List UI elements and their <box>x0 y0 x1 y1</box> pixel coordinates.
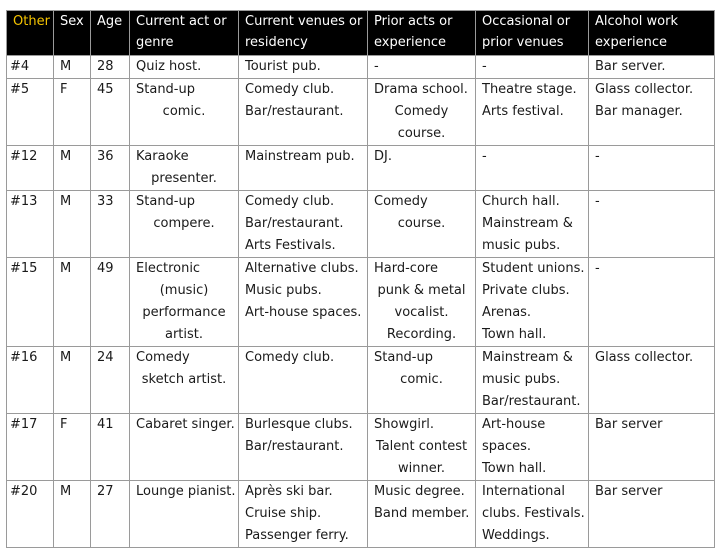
cell-line: Mainstream pub. <box>245 149 355 164</box>
cell-current-act <box>130 414 239 481</box>
cell-sex: F <box>54 414 91 481</box>
cell-line: Student unions. <box>482 261 585 276</box>
table-row <box>7 347 715 414</box>
cell-line: Cruise ship. <box>245 506 322 521</box>
cell-line: Church hall. <box>482 194 560 209</box>
cell-occasional-venues <box>476 79 589 146</box>
cell-line: Private clubs. <box>482 283 570 298</box>
cell-line: Arenas. <box>482 305 532 320</box>
cell-line: Burlesque clubs. <box>245 417 353 432</box>
cell-line: Après ski bar. <box>245 484 333 499</box>
cell-line: Theatre stage. <box>482 82 577 97</box>
cell-line: course. <box>397 216 446 231</box>
cell-line: Arts Festivals. <box>245 238 336 253</box>
cell-line: spaces. <box>482 439 532 454</box>
cell-current-act <box>130 481 239 548</box>
cell-line: Stand-up <box>136 194 195 209</box>
cell-line: Comedy club. <box>245 194 335 209</box>
cell-current-act <box>130 146 239 191</box>
table-row <box>7 56 715 79</box>
cell-occasional-venues <box>476 414 589 481</box>
cell-line: sketch artist. <box>141 372 227 387</box>
cell-prior-acts <box>368 191 476 258</box>
cell-line: course. <box>397 126 446 141</box>
cell-alcohol-work <box>589 56 715 79</box>
cell-current-act <box>130 79 239 146</box>
cell-line: DJ. <box>374 149 392 164</box>
cell-age: 45 <box>91 79 130 146</box>
header-current-venues: Current venues or residency <box>239 11 368 56</box>
cell-line: Bar server <box>595 417 663 432</box>
cell-sex: M <box>54 481 91 548</box>
cell-line: compere. <box>153 216 215 231</box>
cell-current-act <box>130 258 239 347</box>
cell-sex: F <box>54 79 91 146</box>
cell-line: Town hall. <box>482 327 547 342</box>
cell-line: - <box>374 59 379 74</box>
cell-prior-acts <box>368 79 476 146</box>
cell-line: Bar/restaurant. <box>245 104 344 119</box>
cell-line: Passenger ferry. <box>245 528 349 543</box>
cell-occasional-venues <box>476 146 589 191</box>
cell-age: 41 <box>91 414 130 481</box>
cell-line: Bar/restaurant. <box>245 216 344 231</box>
cell-line: clubs. Festivals. <box>482 506 585 521</box>
cell-sex: M <box>54 347 91 414</box>
cell-sex: M <box>54 146 91 191</box>
header-age: Age <box>91 11 130 56</box>
cell-line: performance <box>142 305 226 320</box>
cell-line: - <box>482 149 487 164</box>
cell-line: Band member. <box>374 506 470 521</box>
header-row <box>7 11 715 56</box>
cell-line: vocalist. <box>394 305 449 320</box>
table-row <box>7 79 715 146</box>
cell-occasional-venues <box>476 481 589 548</box>
cell-line: winner. <box>397 461 445 476</box>
cell-line: - <box>595 194 600 209</box>
table-body <box>7 56 715 548</box>
cell-current-act <box>130 347 239 414</box>
table-row <box>7 258 715 347</box>
cell-line: Bar/restaurant. <box>482 394 581 409</box>
cell-current-venues <box>239 191 368 258</box>
cell-line: Glass collector. <box>595 82 694 97</box>
cell-line: - <box>482 59 487 74</box>
cell-prior-acts <box>368 414 476 481</box>
cell-line: Bar/restaurant. <box>245 439 344 454</box>
cell-line: Art-house <box>482 417 546 432</box>
cell-id: #15 <box>7 258 54 347</box>
performers-table <box>6 10 715 548</box>
cell-age: 33 <box>91 191 130 258</box>
cell-alcohol-work <box>589 258 715 347</box>
cell-line: comic. <box>162 104 206 119</box>
table-row <box>7 146 715 191</box>
cell-line: Town hall. <box>482 461 547 476</box>
header-occasional-venues: Occasional or prior venues <box>476 11 589 56</box>
cell-alcohol-work <box>589 79 715 146</box>
cell-line: Alternative clubs. <box>245 261 359 276</box>
table-row <box>7 191 715 258</box>
cell-current-venues <box>239 79 368 146</box>
cell-sex: M <box>54 191 91 258</box>
cell-line: Comedy <box>374 194 428 209</box>
header-sex: Sex <box>54 11 91 56</box>
cell-line: Music degree. <box>374 484 465 499</box>
cell-id: #13 <box>7 191 54 258</box>
cell-id: #12 <box>7 146 54 191</box>
cell-prior-acts <box>368 258 476 347</box>
cell-line: Music pubs. <box>245 283 322 298</box>
cell-id: #5 <box>7 79 54 146</box>
cell-id: #20 <box>7 481 54 548</box>
cell-line: Stand-up <box>374 350 433 365</box>
cell-line: Bar manager. <box>595 104 683 119</box>
cell-current-venues <box>239 56 368 79</box>
cell-line: punk & metal <box>377 283 466 298</box>
cell-line: (music) <box>159 283 209 298</box>
cell-age: 49 <box>91 258 130 347</box>
cell-age: 24 <box>91 347 130 414</box>
cell-line: Tourist pub. <box>245 59 321 74</box>
cell-current-venues <box>239 258 368 347</box>
cell-line: Electronic <box>136 261 201 276</box>
cell-prior-acts <box>368 56 476 79</box>
cell-line: Comedy club. <box>245 82 335 97</box>
cell-line: Lounge pianist. <box>136 484 236 499</box>
cell-line: International <box>482 484 565 499</box>
cell-line: Talent contest <box>375 439 468 454</box>
cell-line: Showgirl. <box>374 417 435 432</box>
cell-age: 27 <box>91 481 130 548</box>
cell-line: Stand-up <box>136 82 195 97</box>
cell-occasional-venues <box>476 347 589 414</box>
cell-line: Comedy <box>394 104 449 119</box>
cell-line: Quiz host. <box>136 59 202 74</box>
cell-line: Recording. <box>386 327 457 342</box>
cell-current-venues <box>239 481 368 548</box>
cell-line: Bar server. <box>595 59 666 74</box>
cell-line: Art-house spaces. <box>245 305 362 320</box>
cell-line: Cabaret singer. <box>136 417 235 432</box>
cell-line: Glass collector. <box>595 350 694 365</box>
cell-current-venues <box>239 347 368 414</box>
cell-current-venues <box>239 146 368 191</box>
cell-line: Mainstream & <box>482 350 573 365</box>
cell-occasional-venues <box>476 258 589 347</box>
cell-id: #17 <box>7 414 54 481</box>
table-row <box>7 481 715 548</box>
cell-age: 28 <box>91 56 130 79</box>
cell-current-venues <box>239 414 368 481</box>
cell-alcohol-work <box>589 146 715 191</box>
cell-line: Comedy <box>136 350 190 365</box>
header-current-act: Current act or genre <box>130 11 239 56</box>
cell-alcohol-work <box>589 481 715 548</box>
cell-line: Arts festival. <box>482 104 564 119</box>
cell-current-act <box>130 191 239 258</box>
cell-line: artist. <box>164 327 204 342</box>
cell-age: 36 <box>91 146 130 191</box>
cell-line: Comedy club. <box>245 350 335 365</box>
cell-alcohol-work <box>589 191 715 258</box>
cell-line: music pubs. <box>482 372 561 387</box>
cell-line: Mainstream & <box>482 216 573 231</box>
cell-sex: M <box>54 56 91 79</box>
cell-line: Weddings. <box>482 528 550 543</box>
header-alcohol-work: Alcohol work experience <box>589 11 715 56</box>
cell-id: #4 <box>7 56 54 79</box>
cell-prior-acts <box>368 146 476 191</box>
cell-line: Drama school. <box>374 82 468 97</box>
cell-line: Karaoke <box>136 149 189 164</box>
cell-line: Hard-core <box>374 261 438 276</box>
cell-line: - <box>595 149 600 164</box>
cell-line: Bar server <box>595 484 663 499</box>
cell-line: - <box>595 261 600 276</box>
cell-line: presenter. <box>151 171 217 186</box>
header-other: Other <box>7 11 54 56</box>
cell-current-act <box>130 56 239 79</box>
cell-alcohol-work <box>589 414 715 481</box>
header-prior-acts: Prior acts or experience <box>368 11 476 56</box>
cell-alcohol-work <box>589 347 715 414</box>
cell-sex: M <box>54 258 91 347</box>
cell-occasional-venues <box>476 191 589 258</box>
cell-id: #16 <box>7 347 54 414</box>
cell-line: music pubs. <box>482 238 561 253</box>
cell-prior-acts <box>368 347 476 414</box>
cell-line: comic. <box>400 372 443 387</box>
table-row <box>7 414 715 481</box>
cell-prior-acts <box>368 481 476 548</box>
cell-occasional-venues <box>476 56 589 79</box>
